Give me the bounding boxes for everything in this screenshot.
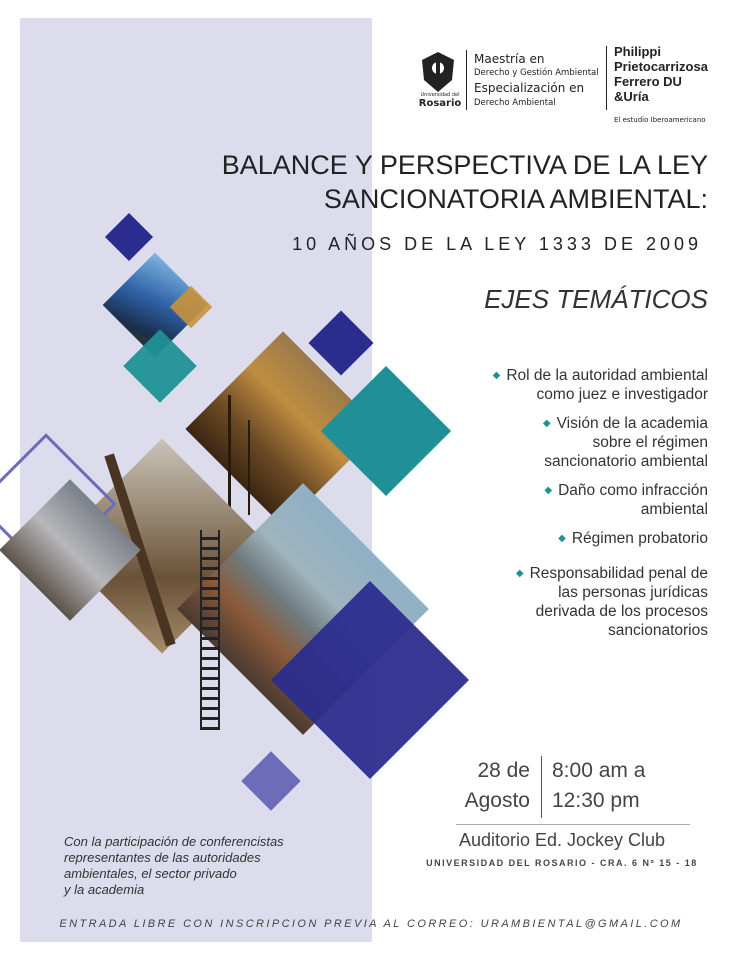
diamond-bullet-icon: ◆ bbox=[558, 533, 566, 544]
event-address: UNIVERSIDAD DEL ROSARIO - CRA. 6 Nº 15 - 18 bbox=[426, 858, 698, 868]
event-venue: Auditorio Ed. Jockey Club bbox=[458, 830, 666, 850]
list-item bbox=[450, 564, 708, 640]
firm-line: &Uría bbox=[614, 89, 649, 104]
diamond-bullet-icon: ◆ bbox=[544, 485, 553, 496]
program-2-title: Especialización en bbox=[474, 81, 585, 95]
program-1-subtitle: Derecho y Gestión Ambiental bbox=[474, 68, 599, 78]
event-title-line-1: BALANCE Y PERSPECTIVA DE LA LEY bbox=[221, 150, 708, 180]
participation-line: ambientales, el sector privado bbox=[64, 866, 237, 881]
program-2-subtitle: Derecho Ambiental bbox=[474, 98, 556, 108]
firm-line: Philippi bbox=[614, 44, 661, 59]
header-divider-1 bbox=[466, 50, 467, 110]
event-date bbox=[452, 756, 530, 816]
item-line: sancionatorios bbox=[608, 622, 708, 639]
item-line: Visión de la academia bbox=[556, 415, 708, 432]
law-firm-logo bbox=[614, 44, 724, 104]
participation-line: y la academia bbox=[64, 882, 145, 897]
item-line: sancionatorio ambiental bbox=[544, 453, 708, 470]
participation-line: representantes de las autoridades bbox=[64, 850, 261, 865]
event-title bbox=[176, 148, 708, 216]
ejes-heading: EJES TEMÁTICOS bbox=[484, 284, 708, 314]
university-crest-icon bbox=[418, 50, 458, 94]
firm-tagline: El estudio Iberoamericano bbox=[614, 116, 706, 124]
item-line: Rol de la autoridad ambiental bbox=[506, 367, 708, 384]
participation-line: Con la participación de conferencistas bbox=[64, 834, 284, 849]
item-line: Régimen probatorio bbox=[571, 530, 708, 547]
ejes-list bbox=[450, 366, 708, 650]
diamond-bullet-icon: ◆ bbox=[515, 568, 524, 579]
item-line: Daño como infracción bbox=[558, 482, 708, 499]
item-line: derivada de los procesos bbox=[535, 603, 708, 620]
firm-line: Prietocarrizosa bbox=[614, 59, 708, 74]
diamond-bullet-icon: ◆ bbox=[492, 370, 501, 381]
smokestack-line-2 bbox=[248, 420, 250, 515]
venue-rule bbox=[456, 824, 690, 825]
university-label: Rosario bbox=[418, 98, 462, 109]
event-time bbox=[552, 756, 692, 816]
smokestack-line-1 bbox=[228, 395, 231, 515]
header-divider-2 bbox=[606, 46, 607, 110]
diamond-bullet-icon: ◆ bbox=[542, 418, 551, 429]
registration-footer: ENTRADA LIBRE CON INSCRIPCION PREVIA AL CORREO: URAMBIENTAL@GMAIL.COM bbox=[59, 918, 683, 930]
item-line: como juez e investigador bbox=[536, 386, 708, 403]
date-line: Agosto bbox=[464, 789, 530, 812]
list-item bbox=[450, 481, 708, 519]
time-line: 12:30 pm bbox=[552, 789, 640, 812]
list-item bbox=[450, 366, 708, 404]
event-subtitle: 10 AÑOS DE LA LEY 1333 DE 2009 bbox=[292, 234, 702, 254]
event-title-line-2: SANCIONATORIA AMBIENTAL: bbox=[323, 184, 708, 214]
participation-note bbox=[64, 834, 364, 898]
item-line: ambiental bbox=[640, 501, 708, 518]
item-line: sobre el régimen bbox=[592, 434, 708, 451]
crane-tower bbox=[200, 530, 220, 730]
university-label-small: Universidad del bbox=[420, 92, 460, 98]
list-item bbox=[450, 414, 708, 471]
list-item bbox=[450, 529, 708, 548]
date-line: 28 de bbox=[477, 759, 530, 782]
time-line: 8:00 am a bbox=[552, 759, 646, 782]
item-line: las personas jurídicas bbox=[558, 584, 708, 601]
item-line: Responsabilidad penal de bbox=[529, 565, 708, 582]
date-time-divider bbox=[541, 756, 542, 818]
firm-line: Ferrero DU bbox=[614, 74, 682, 89]
program-1-title: Maestría en bbox=[474, 52, 545, 66]
